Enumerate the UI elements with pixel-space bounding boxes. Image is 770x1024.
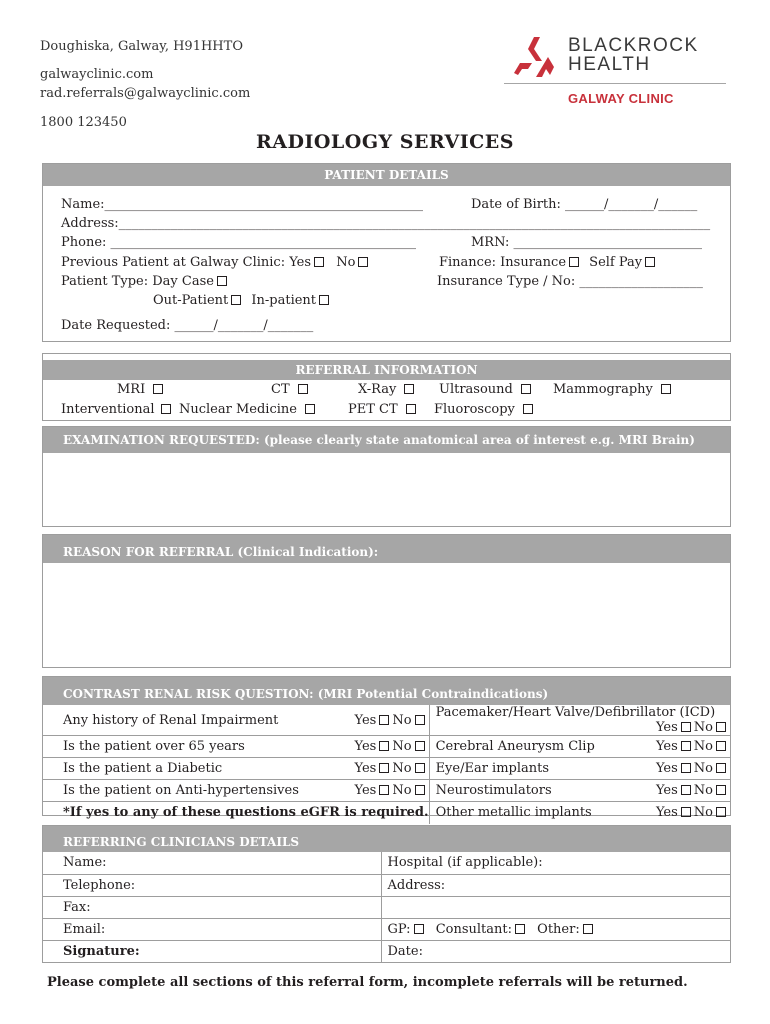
examination-requested-header: EXAMINATION REQUESTED: (please clearly state anatomical area of interest e.g. MRI Brain) [43,427,730,453]
insurance-type-field[interactable]: Insurance Type / No: ___________________ [437,274,703,289]
clinician-email-field[interactable]: Email: [43,918,381,940]
referring-clinician-section [42,825,731,963]
brand-logo [510,33,730,118]
clinic-address: Doughiska, Galway, H91HHTO [40,39,243,54]
yes-label: Yes [354,739,377,754]
yes-no-options [355,713,429,728]
yes-no-options [355,761,429,776]
contrast-left-question [43,705,429,736]
contrast-risk-header: CONTRAST RENAL RISK QUESTION: (MRI Potential Contraindications) [43,677,730,705]
contrast-left-question [43,758,429,780]
patient-details-header: PATIENT DETAILS [43,164,730,186]
yes-label: Yes [655,761,678,776]
contrast-left-question [43,802,429,824]
contrast-left-question [43,736,429,758]
no-label: No [693,761,713,776]
previous-no-checkbox[interactable] [358,257,368,267]
no-label: No [392,712,412,728]
mammography-checkbox[interactable] [661,384,671,394]
finance-selfpay-label: Self Pay [589,255,643,270]
contrast-right-question [429,736,730,758]
finance-insurance-label: Finance: Insurance [439,255,567,270]
table-row [43,780,730,802]
yes-checkbox[interactable] [681,722,691,732]
question-label: Is the patient on Anti-hypertensives [63,783,299,798]
patient-phone-field[interactable]: Phone: _______________________________________________ [61,235,417,250]
table-row [43,852,730,874]
finance-option [439,255,655,270]
contrast-right-question [429,705,730,736]
ultrasound-checkbox[interactable] [521,384,531,394]
brand-name-line1: BLACKROCK [568,35,699,56]
patient-mrn-field[interactable]: MRN: _____________________________ [471,235,703,250]
clinician-signature-field[interactable]: Signature: [63,943,140,959]
yes-label: Yes [354,783,377,798]
referral-information-header: REFERRAL INFORMATION [43,360,730,380]
petct-checkbox[interactable] [406,404,416,414]
referral-information-section [42,353,731,421]
consultant-checkbox[interactable] [515,924,525,934]
patient-dob-field[interactable]: Date of Birth: ______/_______/______ [471,197,698,212]
question-label: Pacemaker/Heart Valve/Defibrillator (ICD) [435,705,716,720]
no-label: No [392,783,412,798]
yes-label: Yes [655,739,678,754]
contrast-right-question [429,758,730,780]
patient-type-option [61,274,227,289]
nuclear-medicine-checkbox[interactable] [305,404,315,414]
reason-for-referral-section [42,534,731,668]
yes-label: Yes [354,761,377,776]
inpatient-checkbox[interactable] [319,295,329,305]
yes-no-options [656,805,730,820]
no-checkbox[interactable] [716,722,726,732]
no-checkbox[interactable] [415,741,425,751]
previous-patient-option [61,255,368,270]
patient-name-field[interactable]: Name:_________________________________________________ [61,197,424,212]
question-label: Is the patient over 65 years [63,739,245,754]
xray-checkbox[interactable] [404,384,414,394]
yes-checkbox[interactable] [681,741,691,751]
patient-address-field[interactable]: Address:___________________________________________________________________________________________ [61,216,711,231]
referring-clinician-table [43,852,730,962]
finance-insurance-checkbox[interactable] [569,257,579,267]
no-label: No [392,761,412,776]
outpatient-checkbox[interactable] [231,295,241,305]
contrast-right-question [429,802,730,824]
table-row [43,758,730,780]
clinic-phone: 1800 123450 [40,115,127,130]
finance-selfpay-checkbox[interactable] [645,257,655,267]
nuclear-medicine-label: Nuclear Medicine [179,402,297,417]
ct-label: CT [271,382,290,397]
no-checkbox[interactable] [415,715,425,725]
contrast-right-question [429,780,730,802]
yes-label: Yes [655,783,678,798]
table-row [43,736,730,758]
yes-label: Yes [354,712,377,728]
yes-checkbox[interactable] [379,763,389,773]
contrast-risk-table [43,705,730,824]
previous-patient-label: Previous Patient at Galway Clinic: Yes [61,255,312,270]
inpatient-label: In-patient [251,293,317,308]
gp-label: GP: [387,921,411,937]
question-label: Any history of Renal Impairment [63,712,279,728]
clinician-telephone-field[interactable]: Telephone: [43,874,381,896]
brand-subtitle: GALWAY CLINIC [568,91,674,106]
table-row [43,940,730,962]
brand-name-line2: HEALTH [568,54,651,75]
clinic-website: galwayclinic.com [40,67,154,82]
date-requested-field[interactable]: Date Requested: ______/_______/_______ [61,318,314,333]
yes-no-options [656,739,730,754]
clinician-address-field[interactable]: Address: [381,874,730,896]
question-label: Other metallic implants [435,805,592,821]
no-checkbox[interactable] [415,785,425,795]
yes-label: Yes [655,805,678,821]
ultrasound-label: Ultrasound [439,382,513,397]
brand-divider [504,83,726,84]
yes-checkbox[interactable] [681,763,691,773]
yes-no-options [656,761,730,776]
reason-for-referral-field[interactable] [43,563,730,667]
question-label: Neurostimulators [435,783,552,798]
yes-checkbox[interactable] [379,715,389,725]
no-checkbox[interactable] [716,763,726,773]
mammography-label: Mammography [553,382,653,397]
question-label: Is the patient a Diabetic [63,761,223,776]
table-row [43,918,730,940]
gp-checkbox[interactable] [414,924,424,934]
other-label: Other: [537,921,580,937]
interventional-checkbox[interactable] [161,404,171,414]
yes-checkbox[interactable] [681,785,691,795]
referring-clinician-header: REFERRING CLINICIANS DETAILS [43,826,730,852]
patient-type-option-2 [153,293,329,308]
yes-checkbox[interactable] [379,741,389,751]
yes-checkbox[interactable] [681,807,691,817]
form-title: RADIOLOGY SERVICES [255,131,515,153]
clinician-role-options [381,918,730,940]
no-checkbox[interactable] [716,785,726,795]
daycase-checkbox[interactable] [217,276,227,286]
question-label: Cerebral Aneurysm Clip [435,739,595,754]
no-label: No [392,739,412,754]
no-checkbox[interactable] [415,763,425,773]
table-row [43,705,730,736]
question-label: Eye/Ear implants [435,761,550,776]
mri-label: MRI [117,382,146,397]
yes-no-options [656,720,730,735]
yes-no-options [656,783,730,798]
xray-label: X-Ray [358,382,397,397]
no-label: No [693,805,713,821]
clinician-hospital-field[interactable]: Hospital (if applicable): [381,852,730,874]
other-checkbox[interactable] [583,924,593,934]
no-checkbox[interactable] [716,741,726,751]
yes-checkbox[interactable] [379,785,389,795]
patient-type-daycase-label: Patient Type: Day Case [61,274,214,289]
petct-label: PET CT [348,402,398,417]
interventional-label: Interventional [61,402,155,417]
footer-note: Please complete all sections of this referral form, incomplete referrals will be returned. [47,975,688,990]
no-label: No [693,783,713,798]
table-row [43,802,730,824]
contrast-risk-section [42,676,731,821]
clinician-fax-field[interactable]: Fax: [43,896,381,918]
no-checkbox[interactable] [716,807,726,817]
yes-label: Yes [655,720,678,735]
examination-requested-field[interactable] [43,453,730,526]
table-row [43,896,730,918]
yes-no-options [355,739,429,754]
question-label: *If yes to any of these questions eGFR is required. [63,805,429,821]
table-row [43,874,730,896]
fluoroscopy-label: Fluoroscopy [434,402,515,417]
previous-no-label: No [336,255,356,270]
mri-checkbox[interactable] [153,384,163,394]
yes-no-options [355,783,429,798]
outpatient-label: Out-Patient [153,293,229,308]
clinician-date-field[interactable]: Date: [381,940,730,962]
ct-checkbox[interactable] [298,384,308,394]
examination-requested-section [42,426,731,527]
clinician-address-continued[interactable] [381,896,730,918]
consultant-label: Consultant: [435,921,513,937]
clinician-name-field[interactable]: Name: [43,852,381,874]
contrast-left-question [43,780,429,802]
clinic-email: rad.referrals@galwayclinic.com [40,86,251,101]
fluoroscopy-checkbox[interactable] [523,404,533,414]
no-label: No [693,720,713,735]
previous-yes-checkbox[interactable] [314,257,324,267]
patient-details-section [42,163,731,342]
no-label: No [693,739,713,754]
reason-for-referral-header: REASON FOR REFERRAL (Clinical Indication): [43,535,730,563]
brand-mark-icon [512,35,558,81]
